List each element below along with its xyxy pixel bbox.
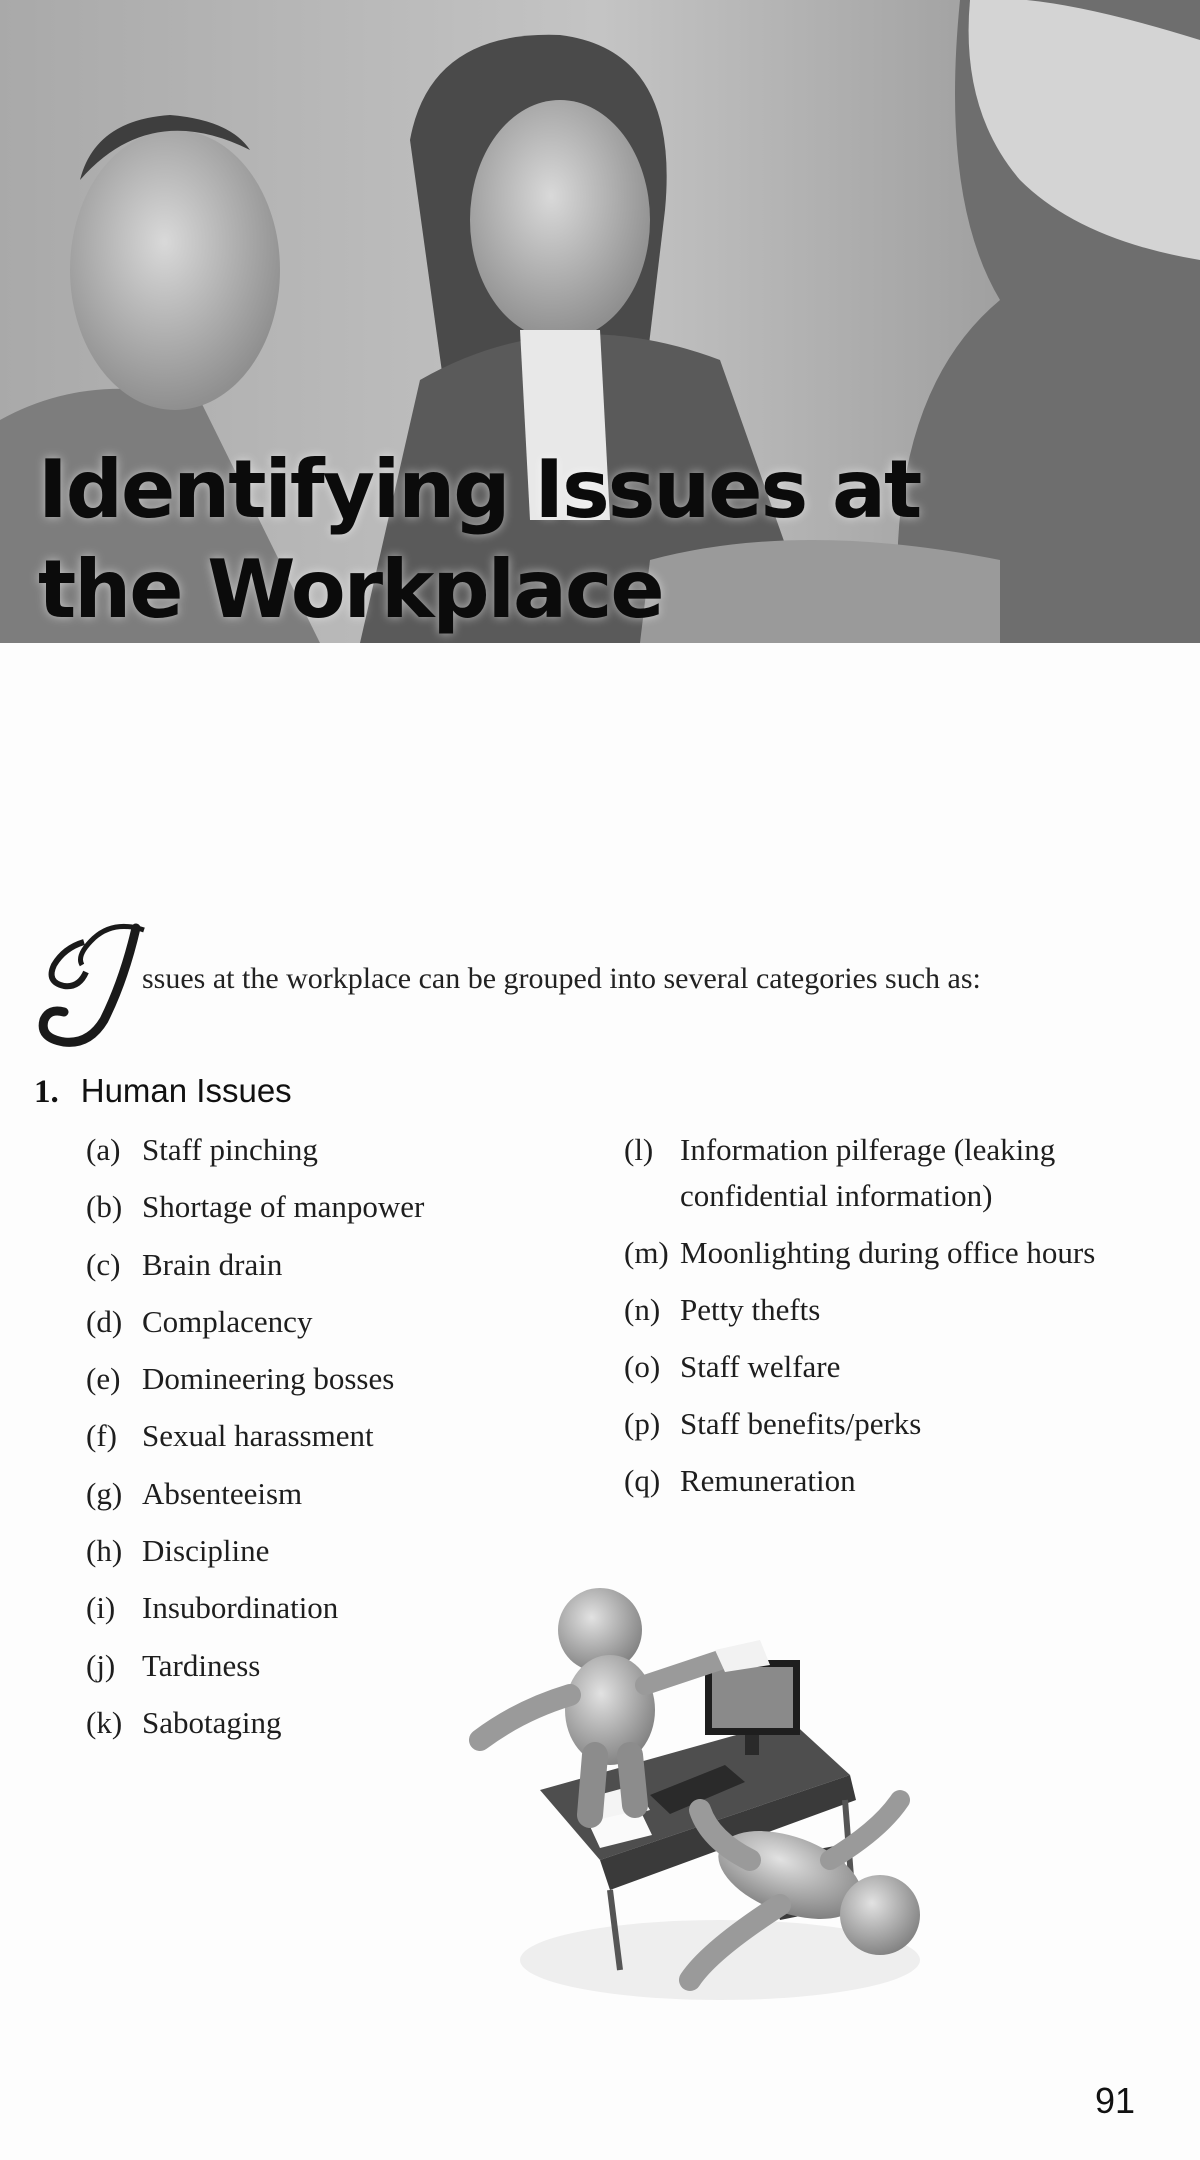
list-marker: (c) <box>86 1246 121 1282</box>
list-item-text: Moonlighting during office hours <box>680 1235 1096 1270</box>
list-marker: (h) <box>86 1533 123 1569</box>
list-marker: (k) <box>86 1704 123 1740</box>
list-item-text: Sabotaging <box>142 1704 282 1740</box>
list-item-text: Domineering bosses <box>142 1361 395 1397</box>
page-number: 91 <box>1095 2080 1136 2121</box>
list-item <box>624 1127 1124 1219</box>
list-item <box>86 1127 606 1184</box>
list-marker: (e) <box>86 1361 121 1397</box>
list-item-text: Brain drain <box>142 1246 283 1282</box>
list-item-text: Absenteeism <box>142 1475 303 1511</box>
intro-paragraph <box>24 940 1164 1040</box>
list-marker: (o) <box>624 1349 661 1384</box>
list-marker: (p) <box>624 1406 661 1441</box>
list-item <box>86 1299 606 1356</box>
list-item <box>86 1471 606 1528</box>
list-item-text: Information pilferage (leaking confidential information) <box>680 1132 1056 1213</box>
list-marker: (d) <box>86 1303 123 1339</box>
list-item <box>624 1287 1124 1333</box>
list-item-text: Insubordination <box>142 1590 339 1626</box>
list-item-text: Petty thefts <box>680 1292 821 1327</box>
list-marker: (q) <box>624 1463 661 1498</box>
list-item <box>86 1413 606 1470</box>
list-item <box>624 1344 1124 1390</box>
list-marker: (n) <box>624 1292 661 1327</box>
list-item <box>86 1242 606 1299</box>
list-item-text: Complacency <box>142 1303 313 1339</box>
header-photo <box>0 0 1200 643</box>
section-heading <box>34 1072 292 1111</box>
intro-text: ssues at the workplace can be grouped into several categories such as: <box>142 962 981 995</box>
list-item-text: Tardiness <box>142 1647 261 1683</box>
list-item-text: Shortage of manpower <box>142 1189 425 1225</box>
list-marker: (g) <box>86 1475 123 1511</box>
section-title: Human Issues <box>80 1072 292 1109</box>
list-item-text: Staff pinching <box>142 1132 318 1167</box>
list-item <box>624 1401 1124 1447</box>
list-item-text: Sexual harassment <box>142 1418 374 1454</box>
list-item-text: Staff benefits/perks <box>680 1406 922 1441</box>
section-number: 1. <box>34 1074 59 1110</box>
list-item <box>86 1356 606 1413</box>
list-item <box>86 1184 606 1241</box>
list-marker: (j) <box>86 1647 116 1683</box>
list-marker: (a) <box>86 1132 121 1167</box>
list-marker: (i) <box>86 1590 116 1626</box>
list-item-text: Remuneration <box>680 1463 856 1498</box>
chapter-title-line-1: Identifying Issues at <box>38 443 921 536</box>
list-item <box>624 1458 1124 1504</box>
chapter-title <box>38 440 920 640</box>
list-marker: (b) <box>86 1189 123 1225</box>
list-marker: (m) <box>624 1235 669 1270</box>
list-item <box>624 1230 1124 1276</box>
list-marker: (f) <box>86 1418 117 1454</box>
office-figures-illustration <box>460 1560 980 2020</box>
list-marker: (l) <box>624 1132 654 1167</box>
chapter-title-line-2: the Workplace <box>38 543 663 636</box>
issues-list-right <box>624 1127 1124 1515</box>
list-item-text: Staff welfare <box>680 1349 841 1384</box>
list-item-text: Discipline <box>142 1533 270 1569</box>
